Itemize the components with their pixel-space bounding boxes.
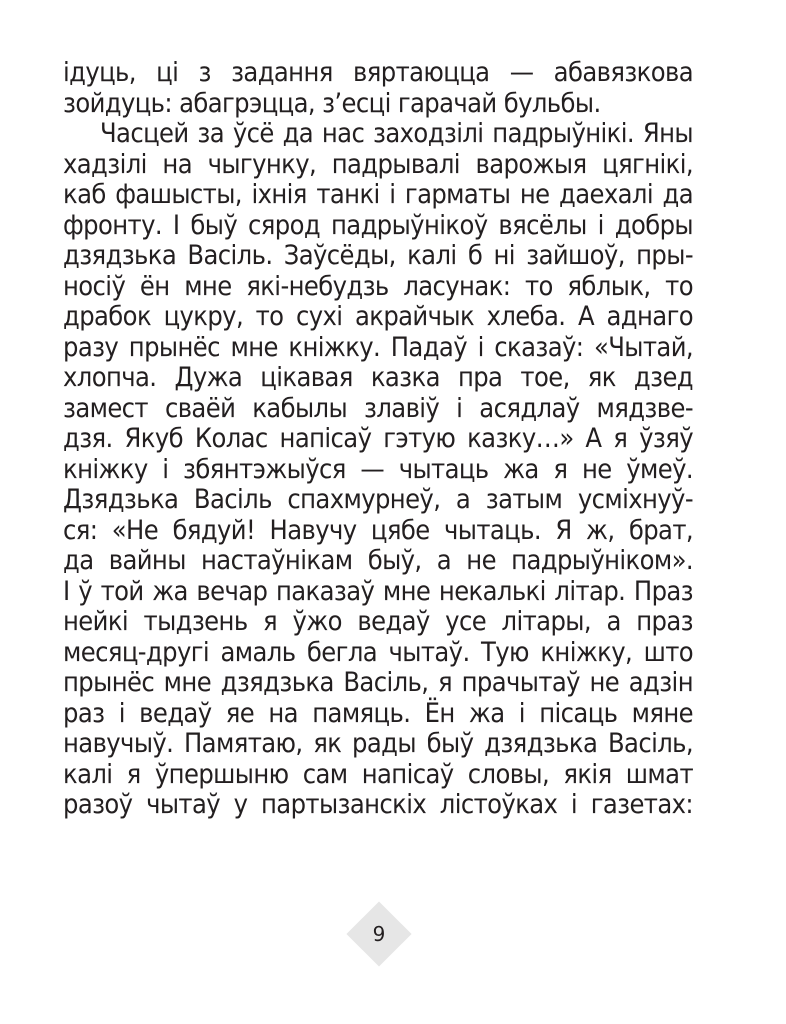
text-line: навучыў. Памятаю, як рады быў дзядзька Васіль, xyxy=(63,728,693,759)
text-line: фронту. І быў сярод падрыўнікоў вясёлы і добры xyxy=(63,209,693,241)
text-line: калі я ўпершыню сам напісаў словы, якія шмат xyxy=(63,758,693,790)
paragraph-first-line: Часцей за ўсё да нас заходзілі падрыўнікі. Яны xyxy=(100,118,693,149)
text-line: зойдуць: абагрэцца, з’есці гарачай бульбы. xyxy=(63,87,601,119)
text-line: разу прынёс мне кніжку. Падаў і сказаў: «Чытай, xyxy=(63,331,693,363)
text-line: да вайны настаўнікам быў, а не падрыўніком». xyxy=(63,545,693,576)
text-line: драбок цукру, то сухі акрайчык хлеба. А аднаго xyxy=(63,301,693,332)
text-line: прынёс мне дзядзька Васіль, я прачытаў не адзін xyxy=(63,667,693,698)
text-line: раз і ведаў яе на памяць. Ён жа і пісаць мяне xyxy=(63,697,693,729)
text-line: дзядзька Васіль. Заўсёды, калі б ні зайшоў, пры- xyxy=(63,240,693,271)
text-line: разоў чытаў у партызанскіх лістоўках і газетах: xyxy=(63,789,693,820)
text-line: месяц-другі амаль бегла чытаў. Тую кніжку, што xyxy=(63,636,693,668)
text-line: ся: «Не бядуй! Навучу цябе чытаць. Я ж, брат, xyxy=(63,514,693,546)
text-line: хадзілі на чыгунку, падрывалі варожыя цягнікі, xyxy=(63,148,693,180)
text-line: дзя. Якуб Колас напісаў гэтую казку…» А я ўзяў xyxy=(63,423,693,454)
text-line: каб фашысты, іхнія танкі і гарматы не даехалі да xyxy=(63,179,693,210)
text-line: носіў ён мне які-небудзь ласунак: то яблык, то xyxy=(63,270,693,302)
text-line: ідуць, ці з задання вяртаюцца — абавязкова xyxy=(63,57,693,88)
text-line: І ў той жа вечар паказаў мне некалькі літар. Праз xyxy=(63,575,693,607)
text-line: кніжку і збянтэжыўся — чытаць жа я не ўмеў. xyxy=(63,453,693,485)
body-text xyxy=(63,58,693,821)
text-line: замест сваёй кабылы злавіў і асядлаў мядзве- xyxy=(63,392,693,424)
text-line: нейкі тыдзень я ўжо ведаў усе літары, а праз xyxy=(63,606,693,637)
text-line: хлопча. Дужа цікавая казка пра тое, як дзед xyxy=(63,362,693,393)
text-line: Дзядзька Васіль спахмурнеў, а затым усміхнуў- xyxy=(63,484,693,515)
page-number: 9 xyxy=(372,922,386,946)
